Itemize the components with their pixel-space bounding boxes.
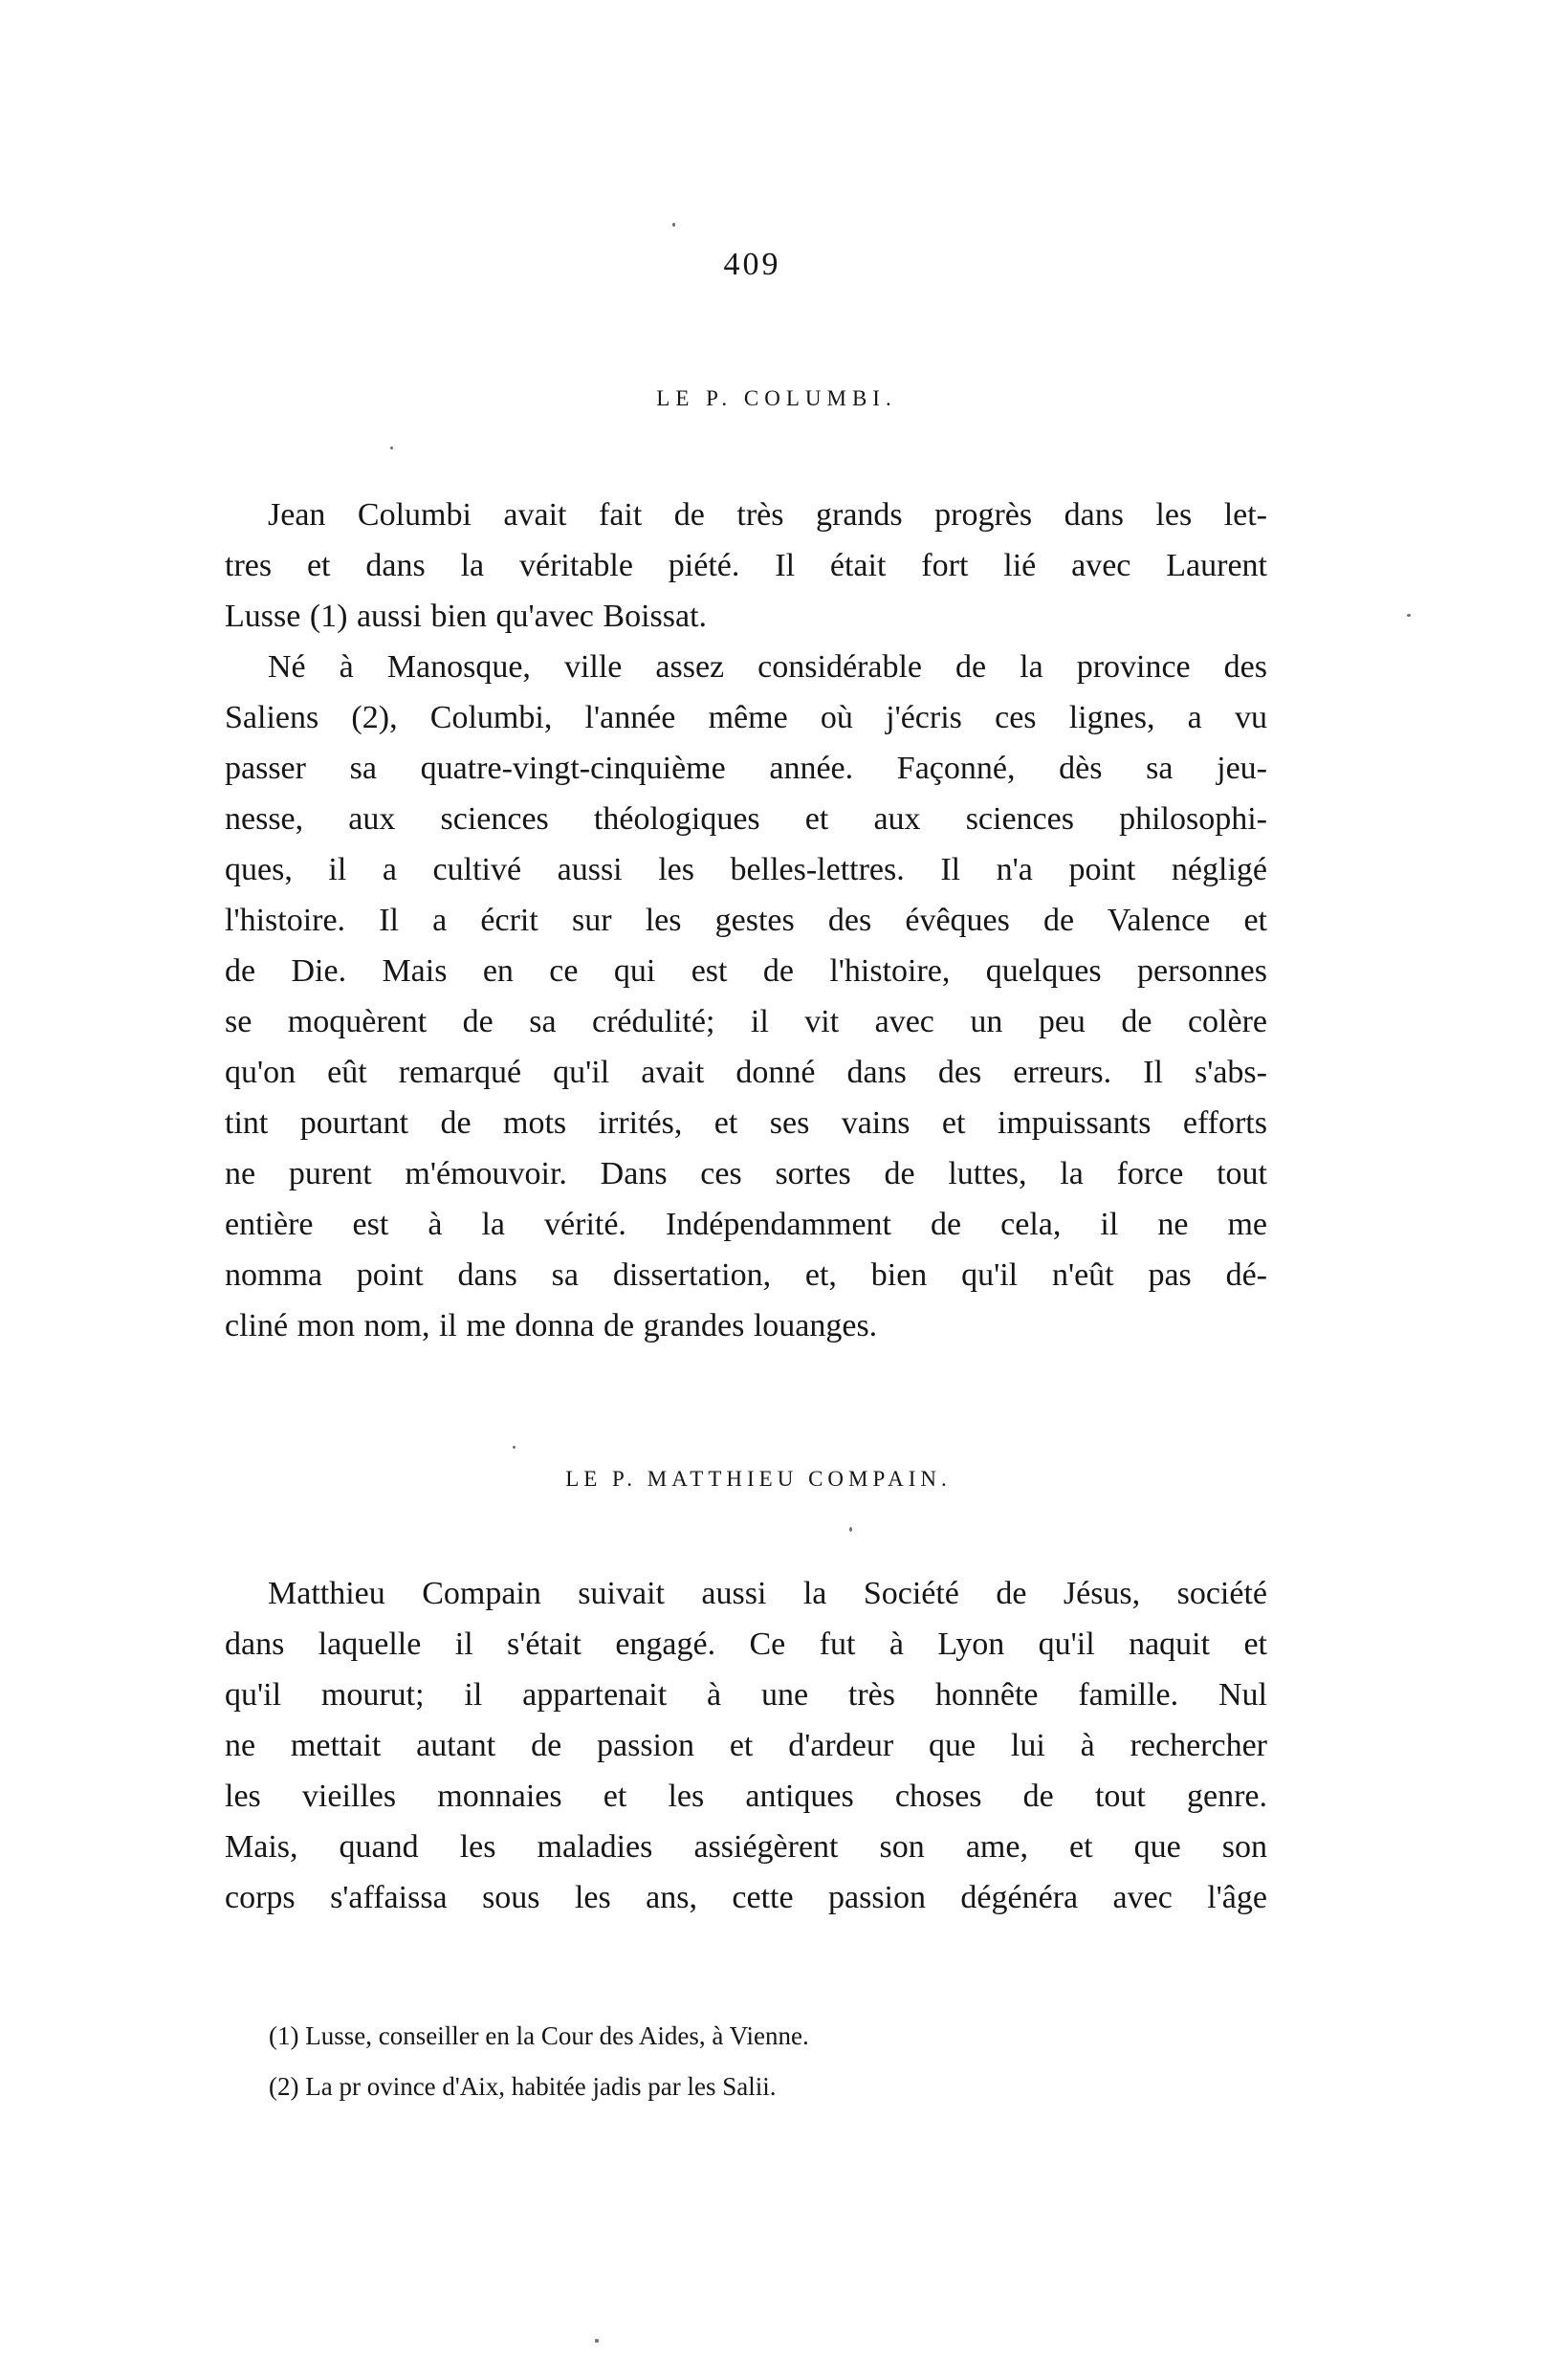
body-text-line: nesse, aux sciences théologiques et aux sciences philosophi- bbox=[225, 801, 1267, 837]
body-text-line: ne mettait autant de passion et d'ardeur que lui à rechercher bbox=[225, 1728, 1267, 1763]
section-heading-columbi: LE P. COLUMBI. bbox=[656, 386, 897, 410]
scan-speck bbox=[595, 2339, 599, 2343]
body-text-line: qu'il mourut; il appartenait à une très honnête famille. Nul bbox=[225, 1677, 1267, 1713]
body-text-line: Mais, quand les maladies assiégèrent son ame, et que son bbox=[225, 1829, 1267, 1865]
body-text-line: nomma point dans sa dissertation, et, bien qu'il n'eût pas dé- bbox=[225, 1257, 1267, 1293]
page-number: 409 bbox=[723, 247, 781, 282]
body-text-line: de Die. Mais en ce qui est de l'histoire, quelques personnes bbox=[225, 953, 1267, 989]
body-text-line: l'histoire. Il a écrit sur les gestes des évêques de Valence et bbox=[225, 903, 1267, 938]
body-text-line: tres et dans la véritable piété. Il était fort lié avec Laurent bbox=[225, 548, 1267, 583]
footnote-line: (1) Lusse, conseiller en la Cour des Aides, à Vienne. bbox=[269, 2021, 809, 2050]
scan-speck bbox=[1407, 614, 1411, 617]
body-text-line: les vieilles monnaies et les antiques choses de tout genre. bbox=[225, 1779, 1267, 1814]
scan-speck bbox=[849, 1527, 852, 1532]
body-text-line: qu'on eût remarqué qu'il avait donné dans des erreurs. Il s'abs- bbox=[225, 1055, 1267, 1090]
body-text-line: ne purent m'émouvoir. Dans ces sortes de luttes, la force tout bbox=[225, 1156, 1267, 1191]
section-heading-compain: LE P. MATTHIEU COMPAIN. bbox=[565, 1467, 952, 1491]
scan-speck bbox=[513, 1446, 516, 1449]
body-text-line: tint pourtant de mots irrités, et ses vains et impuissants efforts bbox=[225, 1105, 1267, 1141]
footnotes-block bbox=[269, 2011, 1283, 2112]
body-text-line: dans laquelle il s'était engagé. Ce fut à Lyon qu'il naquit et bbox=[225, 1627, 1267, 1662]
body-text-line: ques, il a cultivé aussi les belles-lettres. Il n'a point négligé bbox=[225, 852, 1267, 887]
body-text-line: se moquèrent de sa crédulité; il vit avec un peu de colère bbox=[225, 1004, 1267, 1039]
section-body-columbi bbox=[225, 490, 1267, 1351]
body-text-line: entière est à la vérité. Indépendamment de cela, il ne me bbox=[225, 1207, 1267, 1242]
body-text-line: Saliens (2), Columbi, l'année même où j'écris ces lignes, a vu bbox=[225, 700, 1267, 735]
scan-speck bbox=[390, 447, 393, 449]
body-text-line: corps s'affaissa sous les ans, cette passion dégénéra avec l'âge bbox=[225, 1880, 1267, 1915]
body-text-line: Lusse (1) aussi bien qu'avec Boissat. bbox=[225, 599, 708, 634]
body-text-line: cliné mon nom, il me donna de grandes louanges. bbox=[225, 1308, 878, 1343]
footnote-line: (2) La pr ovince d'Aix, habitée jadis par les Salii. bbox=[269, 2072, 777, 2101]
body-text-line: Matthieu Compain suivait aussi la Société de Jésus, société bbox=[268, 1576, 1267, 1611]
body-text-line: passer sa quatre-vingt-cinquième année. Façonné, dès sa jeu- bbox=[225, 751, 1267, 786]
scan-speck bbox=[672, 223, 675, 227]
body-text-line: Né à Manosque, ville assez considérable de la province des bbox=[268, 649, 1267, 685]
section-body-compain bbox=[225, 1568, 1267, 1923]
body-text-line: Jean Columbi avait fait de très grands progrès dans les let- bbox=[268, 497, 1267, 533]
